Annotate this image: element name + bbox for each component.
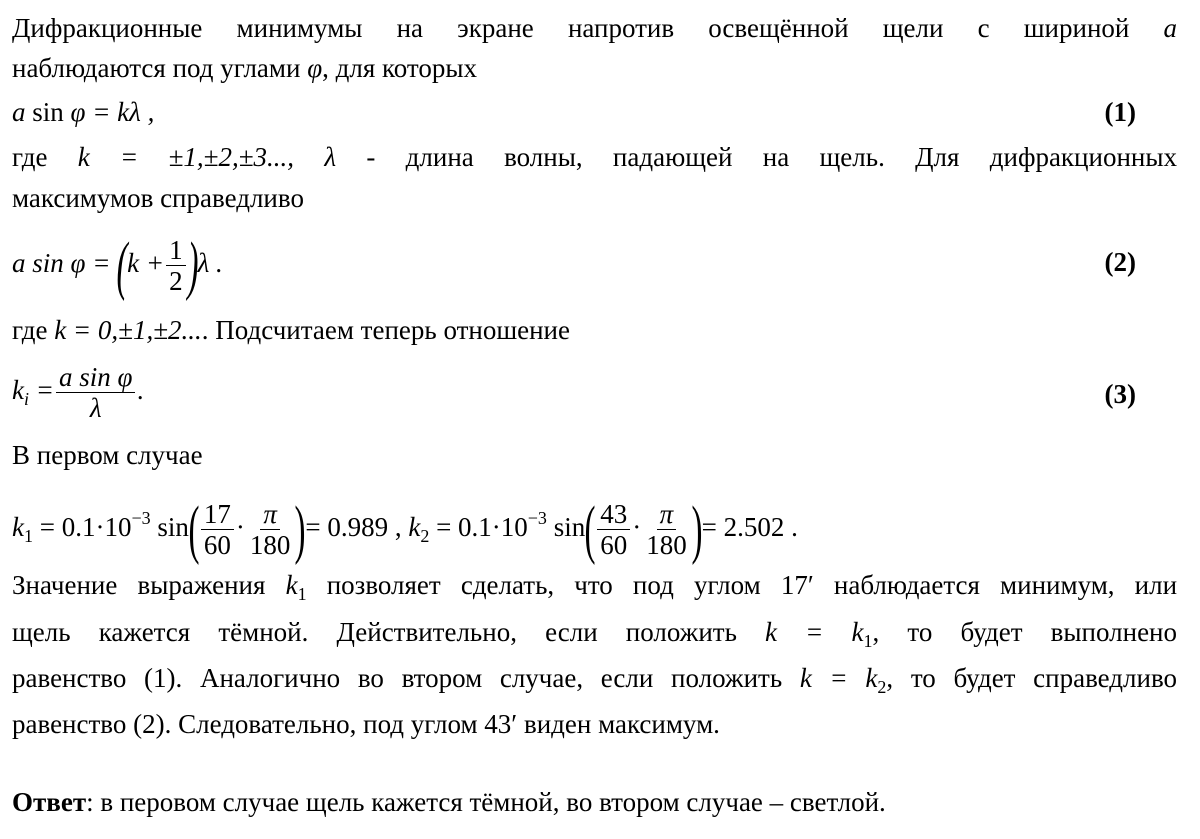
- math: = 2.502 .: [701, 512, 798, 542]
- numerator: π: [260, 499, 280, 530]
- math: ·: [235, 512, 245, 542]
- math: a sin φ =: [12, 248, 111, 278]
- math: ·: [632, 512, 642, 542]
- math: = kλ ,: [85, 97, 155, 127]
- math: λ: [324, 142, 337, 172]
- math: 17′: [780, 570, 814, 600]
- math: i: [23, 389, 29, 409]
- para2-line2: максимумов справедливо: [12, 183, 304, 213]
- fraction: [247, 499, 294, 560]
- denominator: 60: [600, 530, 628, 561]
- para1-line2: [12, 52, 477, 84]
- denominator: 180: [249, 530, 291, 561]
- text: виден максимум.: [523, 709, 720, 739]
- formula-3: [12, 358, 144, 431]
- text: щель кажется тёмной. Действительно, если положить: [12, 617, 737, 647]
- text: наблюдаются под углами: [12, 53, 301, 83]
- math: a: [12, 97, 26, 127]
- math: = 0.1·10: [429, 512, 528, 542]
- math: =: [29, 375, 54, 405]
- fraction: [201, 499, 234, 560]
- math: k: [408, 512, 421, 542]
- numerator: π: [657, 499, 677, 530]
- para5-line1: [12, 569, 1177, 610]
- text: где: [12, 315, 48, 345]
- denominator: 2: [169, 266, 183, 297]
- math-phi: φ: [307, 53, 323, 83]
- math: k = ±1,±2,±3...,: [77, 142, 295, 172]
- answer: [12, 786, 886, 818]
- formula-1: [12, 96, 154, 128]
- answer-text: : в перовом случае щель кажется тёмной, во втором случае – светлой.: [86, 787, 886, 817]
- math: 1: [23, 526, 33, 546]
- paren: (: [584, 492, 596, 566]
- math: .: [137, 375, 145, 405]
- math: k = k: [765, 617, 864, 647]
- fraction: [56, 362, 135, 423]
- para5-line2: [12, 616, 1177, 657]
- paren: ): [691, 492, 703, 566]
- text: - длина волны, падающей на щель. Для дифракционных: [366, 142, 1177, 172]
- text: , для которых: [322, 53, 477, 83]
- para3: [12, 314, 570, 346]
- numerator: 43: [597, 499, 630, 530]
- math: k = k: [799, 663, 878, 693]
- numerator: 17: [201, 499, 234, 530]
- math: k +: [127, 248, 165, 278]
- math: −3: [131, 508, 151, 528]
- math: sin: [32, 97, 64, 127]
- math: −3: [527, 508, 547, 528]
- para5-line4: [12, 708, 720, 740]
- text: равенство (1). Аналогично во втором случае, если положить: [12, 663, 783, 693]
- text: позволяет сделать, что под углом: [326, 570, 761, 600]
- formula-2: [12, 228, 223, 302]
- para4: В первом случае: [12, 440, 203, 470]
- text: , то будет справедливо: [886, 663, 1178, 693]
- math: k: [12, 512, 24, 542]
- para2-line1: [12, 141, 1177, 173]
- text: . Подсчитаем теперь отношение: [201, 315, 570, 345]
- math: φ: [70, 97, 86, 127]
- math: 1: [863, 631, 873, 651]
- equation-number-2: (2): [1104, 247, 1136, 277]
- text: где: [12, 142, 48, 172]
- text: наблюдается минимум, или: [833, 570, 1178, 600]
- text: Значение выражения: [12, 570, 266, 600]
- denominator: λ: [89, 393, 102, 424]
- equation-number-1: (1): [1104, 97, 1136, 127]
- paren: ): [187, 228, 199, 302]
- math: 1: [297, 584, 307, 604]
- text: равенство (2). Следовательно, под углом: [12, 709, 478, 739]
- math: sin: [150, 512, 189, 542]
- text: , то будет выполнено: [872, 617, 1177, 647]
- math: k = 0,±1,±2...: [54, 315, 202, 345]
- paren: (: [116, 228, 128, 302]
- math: k: [285, 570, 298, 600]
- numerator: 1: [166, 235, 186, 266]
- numerator: a sin φ: [56, 362, 135, 393]
- para1-line1: [12, 12, 1177, 44]
- paren: (: [188, 492, 200, 566]
- math: = 0.989 ,: [305, 512, 402, 542]
- para5-line3: [12, 662, 1177, 703]
- math: 2: [877, 677, 887, 697]
- denominator: 60: [203, 530, 231, 561]
- math: λ .: [197, 248, 223, 278]
- paren: ): [294, 492, 306, 566]
- math: 43′: [484, 709, 518, 739]
- math: = 0.1·10: [32, 512, 132, 542]
- math: sin: [546, 512, 586, 542]
- text: Дифракционные минимумы на экране напротив освещённой щели с шириной: [12, 13, 1130, 43]
- equation-number-3: (3): [1104, 379, 1136, 409]
- fraction: [166, 235, 186, 296]
- math-a: a: [1163, 13, 1177, 43]
- math: k: [12, 375, 24, 405]
- fraction: [643, 499, 690, 560]
- answer-label: Ответ: [12, 787, 87, 817]
- math: 2: [420, 526, 430, 546]
- fraction: [597, 499, 630, 560]
- formula-4: [12, 486, 798, 568]
- denominator: 180: [646, 530, 687, 561]
